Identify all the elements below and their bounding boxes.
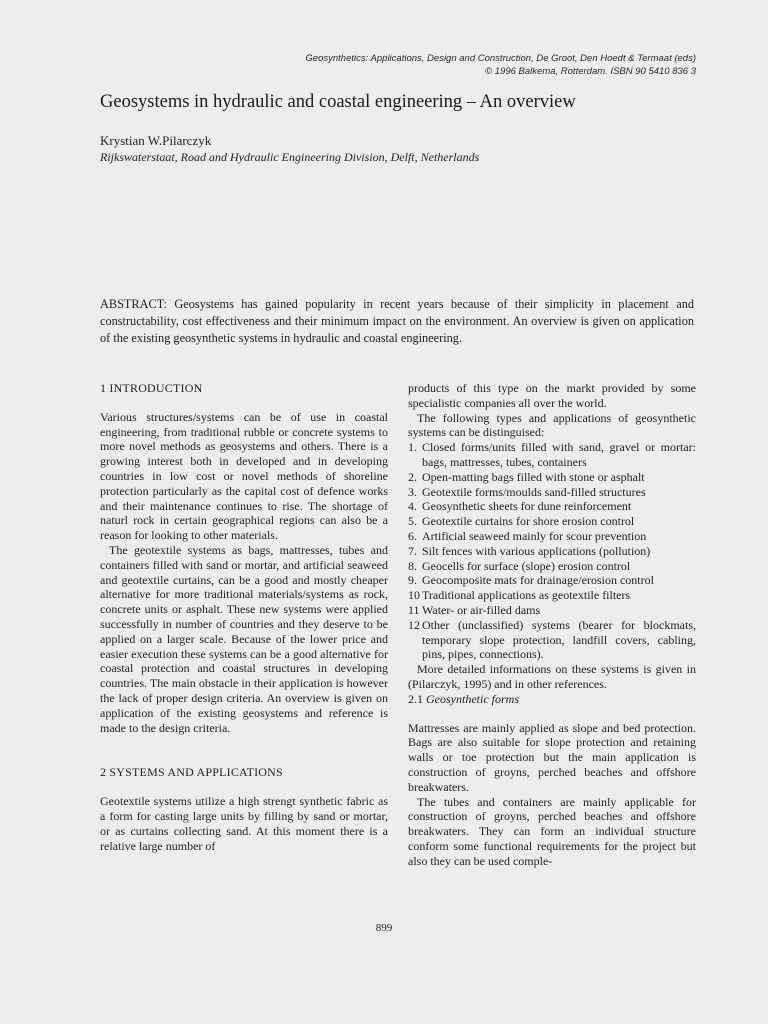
list-item [408, 485, 696, 500]
list-item-text: Geosynthetic sheets for dune reinforcement [422, 499, 632, 514]
list-item-text: Artificial seaweed mainly for scour prevention [422, 528, 647, 543]
list-item-number: 7. [408, 543, 417, 558]
list-item-text: Other (unclassified) systems (bearer for blockmats, temporary slope protection, landfill covers, cabling, pins, pipes, connections). [422, 617, 696, 662]
list-item-text: Geotextile forms/moulds sand-filled structures [422, 484, 646, 499]
list-item-text: Closed forms/units filled with sand, gravel or mortar: bags, mattresses, tubes, containers [422, 440, 696, 469]
running-head-copyright: © 1996 Balkema, Rotterdam. ISBN 90 5410 836 3 [485, 66, 696, 77]
systems-paragraph-2: The following types and applications of geosynthetic systems can be distinguised: [408, 410, 696, 440]
list-item-text: Open-matting bags filled with stone or asphalt [422, 469, 645, 484]
subsection-number: 2.1 [408, 691, 423, 706]
forms-paragraph-1: Mattresses are mainly applied as slope and bed protection. Bags are also suitable for slope protection and retaining walls or toe protection but the main application is construction of groyns, perched beaches and offshore breakwaters. [408, 720, 696, 794]
page-number: 899 [375, 922, 393, 934]
list-item [408, 588, 696, 603]
author-affiliation: Rijkswaterstaat, Road and Hydraulic Engineering Division, Delft, Netherlands [100, 150, 480, 164]
intro-paragraph-2: The geotextile systems as bags, mattresses, tubes and containers filled with sand or mortar, and artificial seaweed and geotextile curtains, can be a good and mostly cheaper alternative for more traditional materials/systems as rock, concrete units or asphalt. These new systems were applied successfully in number of countries and they deserve to be applied on a larger scale. Because of the lower price and easier execution these systems can be a good alternative for coastal protection and coastal structures in developing countries. The main obstacle in their application is however the lack of proper design criteria. An overview is given on application of the existing geosystems and reference is made to the design criteria. [100, 542, 388, 735]
list-item [408, 573, 696, 588]
list-item [408, 440, 696, 470]
paper-title: Geosystems in hydraulic and coastal engineering – An overview [100, 92, 576, 112]
list-item-number: 6. [408, 528, 417, 543]
subsection-heading-forms [408, 692, 696, 707]
systems-paragraph-1-continued: products of this type on the markt provided by some specialistic companies all over the world. [408, 381, 696, 410]
list-item-number: 11 [408, 602, 420, 617]
list-item-text: Geotextile curtains for shore erosion control [422, 514, 635, 529]
list-item-number: 4. [408, 499, 417, 514]
list-item [408, 499, 696, 514]
list-item [408, 603, 696, 618]
list-item-text: Geocells for surface (slope) erosion control [422, 558, 631, 573]
list-item-number: 3. [408, 484, 417, 499]
abstract: ABSTRACT: Geosystems has gained popularity in recent years because of their simplicity in placement and constructability, cost effectiveness and their minimum impact on the environment. An overview is given on application of the existing geosynthetic systems in hydraulic and coastal engineering. [100, 297, 694, 345]
list-item-number: 9. [408, 573, 417, 588]
running-head [176, 52, 696, 78]
list-item [408, 559, 696, 574]
forms-paragraph-2: The tubes and containers are mainly applicable for construction of groyns, perched beaches and offshore breakwaters. They can form an individual structure conform some functional requirements for the project but also they can be used comple- [408, 794, 696, 868]
list-item-number: 1. [408, 440, 417, 455]
list-item-number: 2. [408, 469, 417, 484]
list-item [408, 529, 696, 544]
author-name: Krystian W.Pilarczyk [100, 133, 212, 148]
systems-list [408, 440, 696, 662]
list-item [408, 470, 696, 485]
right-column [408, 381, 696, 869]
list-item-number: 8. [408, 558, 417, 573]
list-item-number: 10 [408, 588, 420, 603]
left-column [100, 381, 388, 853]
section-heading-introduction: 1 INTRODUCTION [100, 381, 203, 395]
list-item-number: 12 [408, 617, 420, 632]
subsection-title: Geosynthetic forms [426, 691, 519, 706]
intro-paragraph-1: Various structures/systems can be of use in coastal engineering, from traditional rubble or concrete systems to more novel methods as geosystems and others. There is a growing interest both in developed and in developing countries in low cost or novel methods of shoreline protection particularly as the capital cost of defence works and their maintenance continues to rise. The shortage of naturl rock in certain geographical regions can also be a reason for looking to other materials. [100, 409, 388, 543]
section-heading-systems: 2 SYSTEMS AND APPLICATIONS [100, 765, 283, 780]
running-head-citation: Geosynthetics: Applications, Design and Construction, De Groot, Den Hoedt & Termaat (eds) [305, 53, 696, 64]
list-item [408, 544, 696, 559]
systems-paragraph-1: Geotextile systems utilize a high strengt synthetic fabric as a form for casting large units by filling by sand or mortar, or as curtains collecting sand. At this moment there is a relative large number of [100, 794, 388, 853]
list-item-number: 5. [408, 514, 417, 529]
list-item-text: Silt fences with various applications (pollution) [422, 543, 651, 558]
list-item-text: Geocomposite mats for drainage/erosion control [422, 573, 654, 588]
list-item [408, 514, 696, 529]
systems-paragraph-3: More detailed informations on these systems is given in (Pilarczyk, 1995) and in other references. [408, 662, 696, 691]
list-item-text: Water- or air-filled dams [422, 602, 541, 617]
list-item [408, 618, 696, 662]
list-item-text: Traditional applications as geotextile filters [422, 588, 631, 603]
